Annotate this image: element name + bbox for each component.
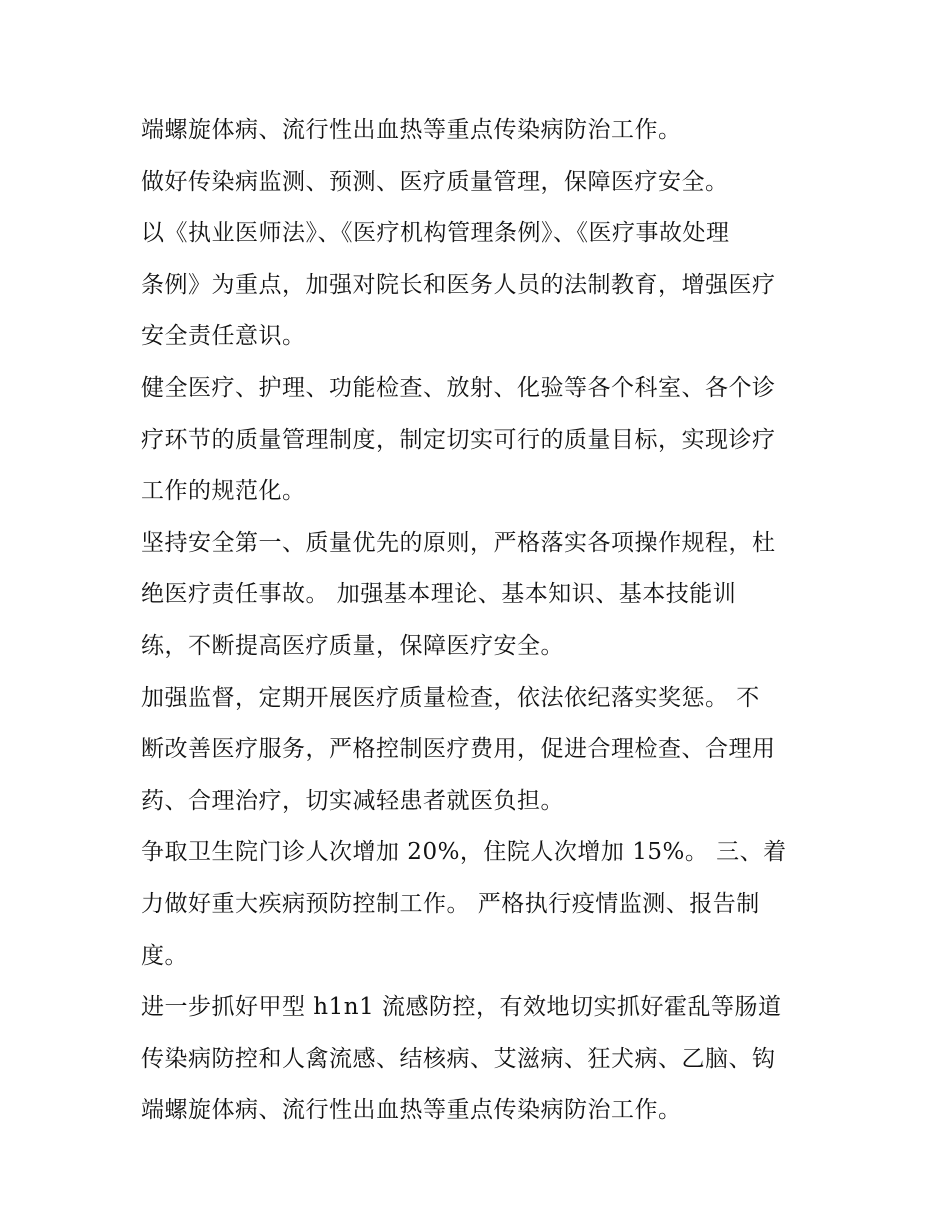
text-line: 绝医疗责任事故。 加强基本理论、基本知识、基本技能训 <box>141 581 737 608</box>
text-line: 做好传染病监测、预测、医疗质量管理，保障医疗安全。 <box>141 168 729 195</box>
text-line: 断改善医疗服务，严格控制医疗费用，促进合理检查、合理用 <box>141 736 776 763</box>
text-line: 端螺旋体病、流行性出血热等重点传染病防治工作。 <box>141 117 682 143</box>
text-line: 坚持安全第一、质量优先的原则，严格落实各项操作规程，杜 <box>141 529 776 556</box>
text-line: 条例》为重点，加强对院长和医务人员的法制教育，增强医疗 <box>141 271 776 298</box>
text-line: 安全责任意识。 <box>141 323 306 350</box>
text-line: 练，不断提高医疗质量，保障医疗安全。 <box>141 632 564 659</box>
text-line: 健全医疗、护理、功能检查、放射、化验等各个科室、各个诊 <box>141 374 776 401</box>
text-line: 度。 <box>141 942 188 969</box>
text-line: 以《执业医师法》、《医疗机构管理条例》、《医疗事故处理 <box>141 220 730 247</box>
text-line: 加强监督，定期开展医疗质量检查，依法依纪落实奖惩。 不 <box>141 684 760 711</box>
text-line: 端螺旋体病、流行性出血热等重点传染病防治工作。 <box>141 1097 682 1124</box>
text-line: 传染病防控和人禽流感、结核病、艾滋病、狂犬病、乙脑、钩 <box>141 1045 776 1072</box>
text-line: 药、合理治疗，切实减轻患者就医负担。 <box>141 787 564 814</box>
text-line: 力做好重大疾病预防控制工作。 严格执行疫情监测、报告制 <box>141 890 760 917</box>
text-line: 进一步抓好甲型 h1n1 流感防控，有效地切实抓好霍乱等肠道 <box>141 994 782 1021</box>
text-line: 疗环节的质量管理制度，制定切实可行的质量目标，实现诊疗 <box>141 426 776 453</box>
text-line: 争取卫生院门诊人次增加 20%，住院人次增加 15%。 三、着 <box>141 839 787 866</box>
text-line: 工作的规范化。 <box>141 478 306 505</box>
document-body <box>141 108 821 1140</box>
